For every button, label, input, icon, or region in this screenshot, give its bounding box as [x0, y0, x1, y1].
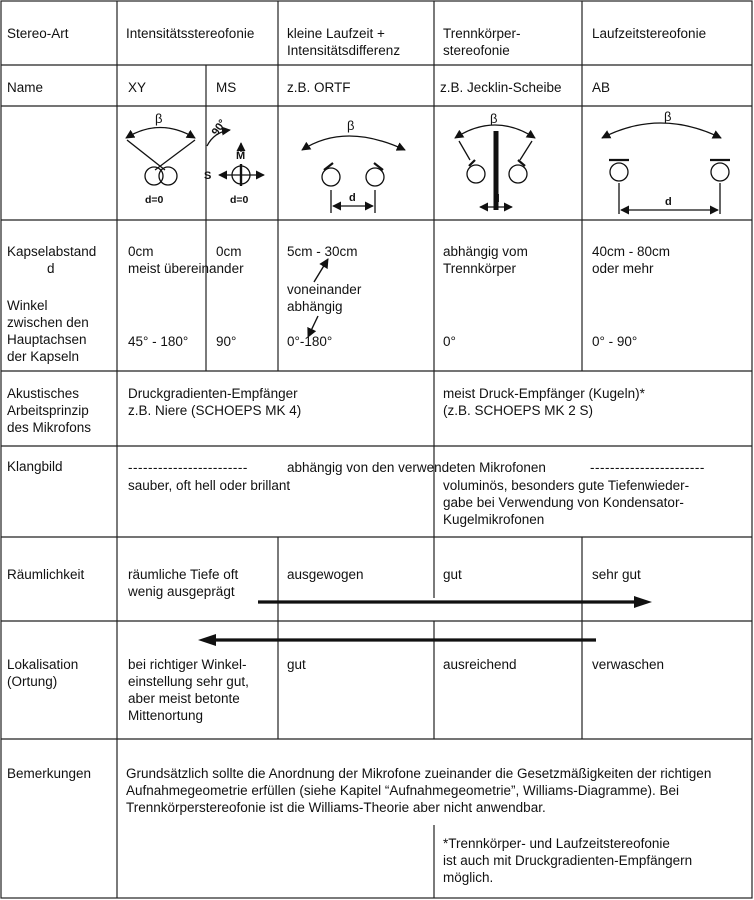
- header-laufzeit: Laufzeitstereofonie: [592, 26, 707, 41]
- header-trenn-line1: Trennkörper-: [443, 26, 521, 41]
- kapsel-xy-value: 0cm: [128, 244, 154, 259]
- bemerk-text: Grundsätzlich sollte die Anordnung der Mikrofone zueinander die Gesetzmäßigkeiten der richtigen Aufnahmegeometrie erfüllen (siehe Kapitel “Aufnahmegeometrie”, Williams-Diagramme). Bei Trennkörperstereofonie ist die Williams-Theorie aber nicht anwendbar.: [126, 766, 712, 815]
- header-ortf-line1: kleine Laufzeit +: [287, 26, 385, 41]
- lokal-label-line1: Lokalisation: [7, 657, 79, 672]
- klang-right-line1: voluminös, besonders gute Tiefenwieder-: [443, 478, 690, 493]
- kapsel-ab-line2: oder mehr: [592, 261, 654, 276]
- raum-xy-ms-line1: räumliche Tiefe oft: [128, 567, 239, 582]
- header-intensity: Intensitätsstereofonie: [126, 26, 255, 41]
- name-jecklin: z.B. Jecklin-Scheibe: [440, 80, 562, 95]
- winkel-label-line4: der Kapseln: [7, 349, 80, 364]
- ms-s-label: S: [204, 170, 212, 182]
- bemerk-footnote-line2: ist auch mit Druckgradienten-Empfängern: [443, 853, 693, 868]
- name-ortf: z.B. ORTF: [287, 80, 351, 95]
- kapsel-trenn-line1: abhängig vom: [443, 244, 528, 259]
- winkel-ortf: 0°-180°: [287, 334, 333, 349]
- lokal-xy-ms-line2: einstellung sehr gut,: [128, 674, 249, 689]
- akustik-label-line1: Akustisches: [7, 386, 80, 401]
- xy-d0-label: d=0: [145, 194, 164, 206]
- klang-right-line3: Kugelmikrofonen: [443, 512, 545, 527]
- lokal-label-line2: (Ortung): [7, 674, 58, 689]
- name-ab: AB: [592, 80, 611, 95]
- raum-xy-ms-line2: wenig ausgeprägt: [128, 584, 235, 599]
- lokal-ortf: gut: [287, 657, 306, 672]
- kapsel-ms-value: 0cm: [216, 244, 242, 259]
- bemerk-footnote-line3: möglich.: [443, 870, 494, 885]
- winkel-ab: 0° - 90°: [592, 334, 638, 349]
- raum-ab: sehr gut: [592, 567, 641, 582]
- ms-angle-label: 90°: [209, 117, 230, 139]
- jecklin-beta-label: β: [490, 111, 498, 126]
- jecklin-d-label: d: [493, 193, 500, 205]
- name-ms: MS: [216, 80, 237, 95]
- winkel-label-line2: zwischen den: [7, 315, 89, 330]
- winkel-label-line1: Winkel: [7, 298, 48, 313]
- bemerk-footnote-line1: *Trennkörper- und Laufzeitstereofonie: [443, 836, 670, 851]
- klang-dashes-left: ------------------------: [128, 460, 248, 475]
- lokal-ab: verwaschen: [592, 657, 665, 672]
- lokal-xy-ms-line4: Mittenortung: [128, 708, 204, 723]
- name-xy: XY: [128, 80, 147, 95]
- akustik-label-line3: des Mikrofons: [7, 420, 92, 435]
- kapsel-ab-line1: 40cm - 80cm: [592, 244, 671, 259]
- klang-left: sauber, oft hell oder brillant: [128, 478, 291, 493]
- ortf-d-label: d: [349, 192, 356, 204]
- ab-d-label: d: [665, 196, 672, 208]
- winkel-trenn: 0°: [443, 334, 456, 349]
- kapsel-label-line1: Kapselabstand: [7, 244, 97, 259]
- bemerk-label: Bemerkungen: [7, 766, 92, 781]
- name-label: Name: [7, 80, 44, 95]
- lokal-xy-ms-line3: aber meist betonte: [128, 691, 240, 706]
- header-stereo-art: Stereo-Art: [7, 26, 69, 41]
- header-ortf-line2: Intensitätsdifferenz: [287, 43, 401, 58]
- ms-m-label: M: [236, 150, 246, 162]
- kapsel-label-line2: d: [47, 261, 55, 276]
- klang-label: Klangbild: [7, 459, 63, 474]
- raum-ortf: ausgewogen: [287, 567, 364, 582]
- raum-trenn: gut: [443, 567, 462, 582]
- xy-beta-label: β: [155, 111, 163, 126]
- kapsel-ortf-value: 5cm - 30cm: [287, 244, 358, 259]
- akustik-right-line1: meist Druck-Empfänger (Kugeln)*: [443, 386, 645, 401]
- winkel-ms: 90°: [216, 334, 237, 349]
- lokal-trenn: ausreichend: [443, 657, 517, 672]
- akustik-left-line1: Druckgradienten-Empfänger: [128, 386, 298, 401]
- kapsel-trenn-line2: Trennkörper: [443, 261, 517, 276]
- ms-d0-label: d=0: [230, 194, 249, 206]
- raum-label: Räumlichkeit: [7, 567, 85, 582]
- kapsel-ortf-note-line1: voneinander: [287, 282, 362, 297]
- akustik-label-line2: Arbeitsprinzip: [7, 403, 89, 418]
- ortf-beta-label: β: [347, 118, 355, 133]
- ortf-arrow-up: [314, 259, 328, 282]
- xy-diagram: [126, 128, 195, 186]
- lokal-xy-ms-line1: bei richtiger Winkel-: [128, 657, 247, 672]
- kapsel-ortf-note-line2: abhängig: [287, 299, 343, 314]
- winkel-label-line3: Hauptachsen: [7, 332, 87, 347]
- akustik-left-line2: z.B. Niere (SCHOEPS MK 4): [128, 403, 302, 418]
- klang-center: abhängig von den verwendeten Mikrofonen: [287, 460, 546, 475]
- ab-beta-label: β: [664, 109, 672, 124]
- header-trenn-line2: stereofonie: [443, 43, 510, 58]
- winkel-xy: 45° - 180°: [128, 334, 189, 349]
- klang-right-line2: gabe bei Verwendung von Kondensator-: [443, 495, 684, 510]
- klang-dashes-right: -----------------------: [590, 460, 705, 475]
- kapsel-xy-note: meist übereinander: [128, 261, 244, 276]
- akustik-right-line2: (z.B. SCHOEPS MK 2 S): [443, 403, 594, 418]
